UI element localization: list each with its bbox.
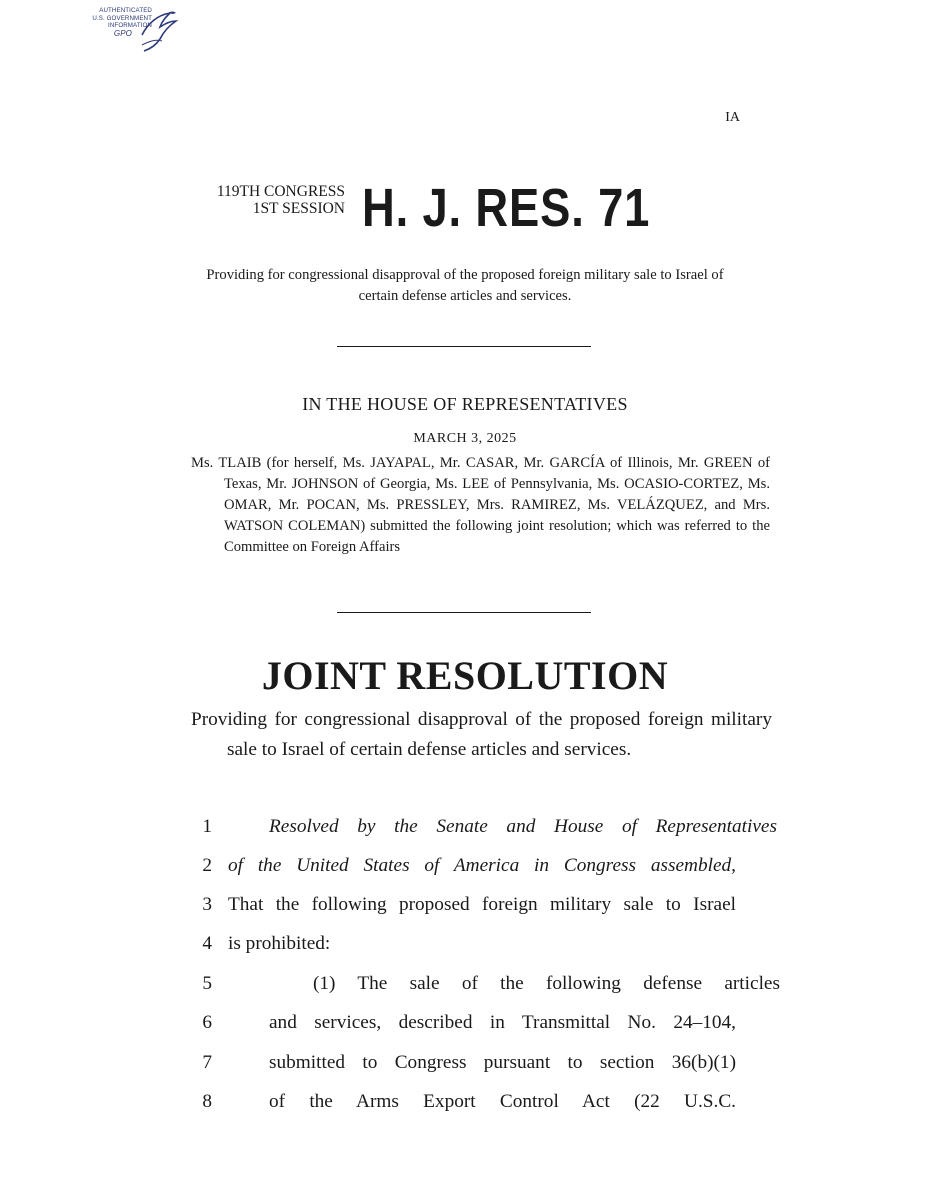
line-number: 2 <box>202 855 212 876</box>
line-text: of the Arms Export Control Act (22 U.S.C. <box>269 1091 736 1112</box>
line-text: of the United States of America in Congress assembled, <box>228 855 736 876</box>
introduction-date: MARCH 3, 2025 <box>413 431 517 446</box>
resolution-line <box>0 1051 927 1091</box>
bill-number: H. J. RES. 71 <box>362 178 651 238</box>
line-number: 8 <box>202 1091 212 1112</box>
resolution-line <box>0 893 927 933</box>
line-number: 5 <box>202 973 212 994</box>
eagle-icon <box>140 5 180 55</box>
resolution-line <box>0 854 927 894</box>
sponsor-statement: Ms. TLAIB (for herself, Ms. JAYAPAL, Mr. CASAR, Mr. GARCÍA of Illinois, Mr. GREEN of Texas, Mr. JOHNSON of Georgia, Ms. LEE of Pennsylvania, Ms. OCASIO-CORTEZ, Ms. OMAR, Mr. POCAN, Ms. PRESSLEY, Mrs. RAMIREZ, Ms. VELÁZQUEZ, and Mrs. WATSON COLEMAN) submitted the following joint resolution; which was referred to the Committee on Foreign Affairs <box>191 455 770 555</box>
line-number: 6 <box>202 1012 212 1033</box>
version-code: IA <box>725 110 740 125</box>
document-type-heading: JOINT RESOLUTION <box>261 653 669 698</box>
line-number: 7 <box>202 1052 212 1073</box>
gpo-logo-abbr: GPO <box>113 28 132 38</box>
line-text: Resolved by the Senate and House of Representatives <box>269 816 777 837</box>
line-number: 1 <box>202 816 212 837</box>
line-number: 3 <box>202 894 212 915</box>
gpo-logo-line: U.S. GOVERNMENT <box>92 14 152 22</box>
divider <box>337 346 591 347</box>
line-text: That the following proposed foreign military sale to Israel <box>228 894 736 915</box>
line-number: 4 <box>202 933 212 954</box>
divider <box>337 612 591 613</box>
session-label: 1ST SESSION <box>252 200 345 217</box>
congress-session <box>170 183 345 217</box>
congress-label: 119TH CONGRESS <box>216 183 345 200</box>
line-text: (1) The sale of the following defense articles <box>313 973 780 994</box>
gpo-logo-line: INFORMATION <box>108 22 152 30</box>
line-text: and services, described in Transmittal No. 24–104, <box>269 1012 736 1033</box>
short-description: Providing for congressional disapproval of the proposed foreign military sale to Israel of certain defense articles and services. <box>206 267 724 304</box>
resolution-line <box>0 932 927 972</box>
gpo-logo-line: AUTHENTICATED <box>99 7 152 14</box>
resolution-line <box>0 972 927 1012</box>
resolution-line <box>0 1090 927 1130</box>
gpo-authentication-logo <box>70 5 182 55</box>
chamber-heading: IN THE HOUSE OF REPRESENTATIVES <box>302 394 628 414</box>
resolution-line <box>0 1011 927 1051</box>
line-text: submitted to Congress pursuant to section 36(b)(1) <box>269 1052 736 1073</box>
long-title: Providing for congressional disapproval of the proposed foreign military sale to Israel of certain defense articles and services. <box>191 709 772 760</box>
resolution-line <box>0 815 927 855</box>
line-text: is prohibited: <box>228 933 331 954</box>
